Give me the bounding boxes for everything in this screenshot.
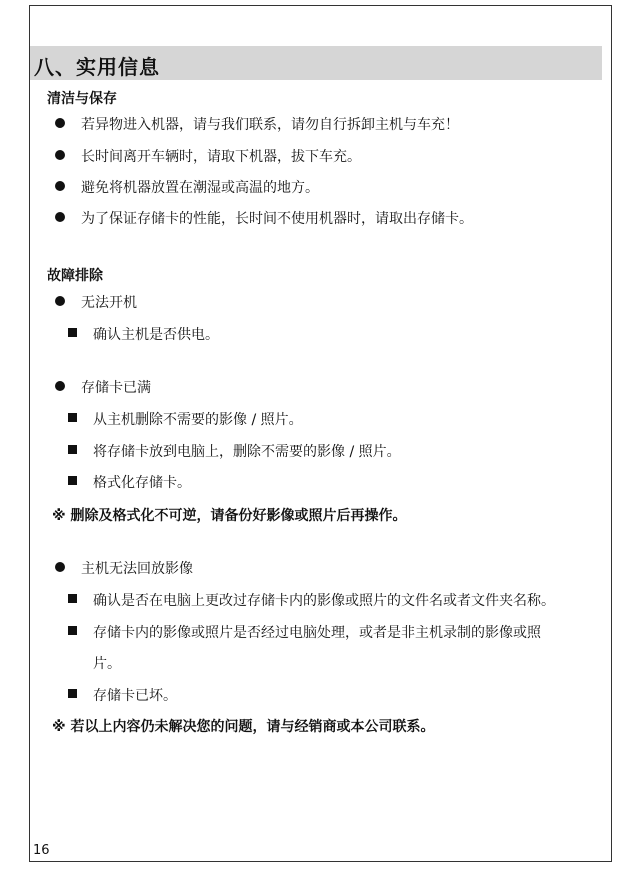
bullet-dot [55, 150, 65, 160]
no-playback-label: 主机无法回放影像 [81, 561, 193, 577]
cleaning-item-1: 若异物进入机器，请与我们联系，请勿自行拆卸主机与车充！ [81, 117, 459, 133]
no-playback-subitem-3: 存储卡已坏。 [93, 688, 177, 704]
card-full-warning-note: ※ 删除及格式化不可逆，请备份好影像或照片后再操作。 [52, 508, 407, 524]
bullet-dot [55, 181, 65, 191]
bullet-dot [55, 212, 65, 222]
bullet-square [68, 594, 77, 603]
page-number: 16 [33, 843, 50, 858]
bullet-square [68, 689, 77, 698]
no-power-subitem-1: 确认主机是否供电。 [93, 327, 219, 343]
bullet-dot [55, 296, 65, 306]
cleaning-item-2: 长时间离开车辆时，请取下机器，拔下车充。 [81, 149, 361, 165]
no-playback-subitem-2-line-1: 存储卡内的影像或照片是否经过电脑处理，或者是非主机录制的影像或照 [93, 625, 541, 641]
no-playback-subitem-2-line-2: 片。 [93, 656, 121, 672]
card-full-subitem-1: 从主机删除不需要的影像 / 照片。 [93, 412, 303, 428]
cleaning-item-4: 为了保证存储卡的性能，长时间不使用机器时，请取出存储卡。 [81, 211, 473, 227]
cleaning-heading: 清洁与保存 [47, 91, 117, 107]
section-title-bar [30, 46, 602, 80]
cleaning-item-3: 避免将机器放置在潮湿或高温的地方。 [81, 180, 319, 196]
bullet-square [68, 413, 77, 422]
bullet-square [68, 476, 77, 485]
section-title: 八、实用信息 [34, 55, 160, 79]
card-full-subitem-3: 格式化存储卡。 [93, 475, 191, 491]
no-power-label: 无法开机 [81, 295, 137, 311]
card-full-label: 存储卡已满 [81, 380, 151, 396]
bullet-dot [55, 381, 65, 391]
bullet-square [68, 445, 77, 454]
bullet-square [68, 328, 77, 337]
final-contact-note: ※ 若以上内容仍未解决您的问题，请与经销商或本公司联系。 [52, 719, 435, 735]
no-playback-subitem-1: 确认是否在电脑上更改过存储卡内的影像或照片的文件名或者文件夹名称。 [93, 593, 555, 609]
bullet-dot [55, 562, 65, 572]
card-full-subitem-2: 将存储卡放到电脑上，删除不需要的影像 / 照片。 [93, 444, 401, 460]
bullet-square [68, 626, 77, 635]
troubleshooting-heading: 故障排除 [47, 268, 103, 284]
bullet-dot [55, 118, 65, 128]
